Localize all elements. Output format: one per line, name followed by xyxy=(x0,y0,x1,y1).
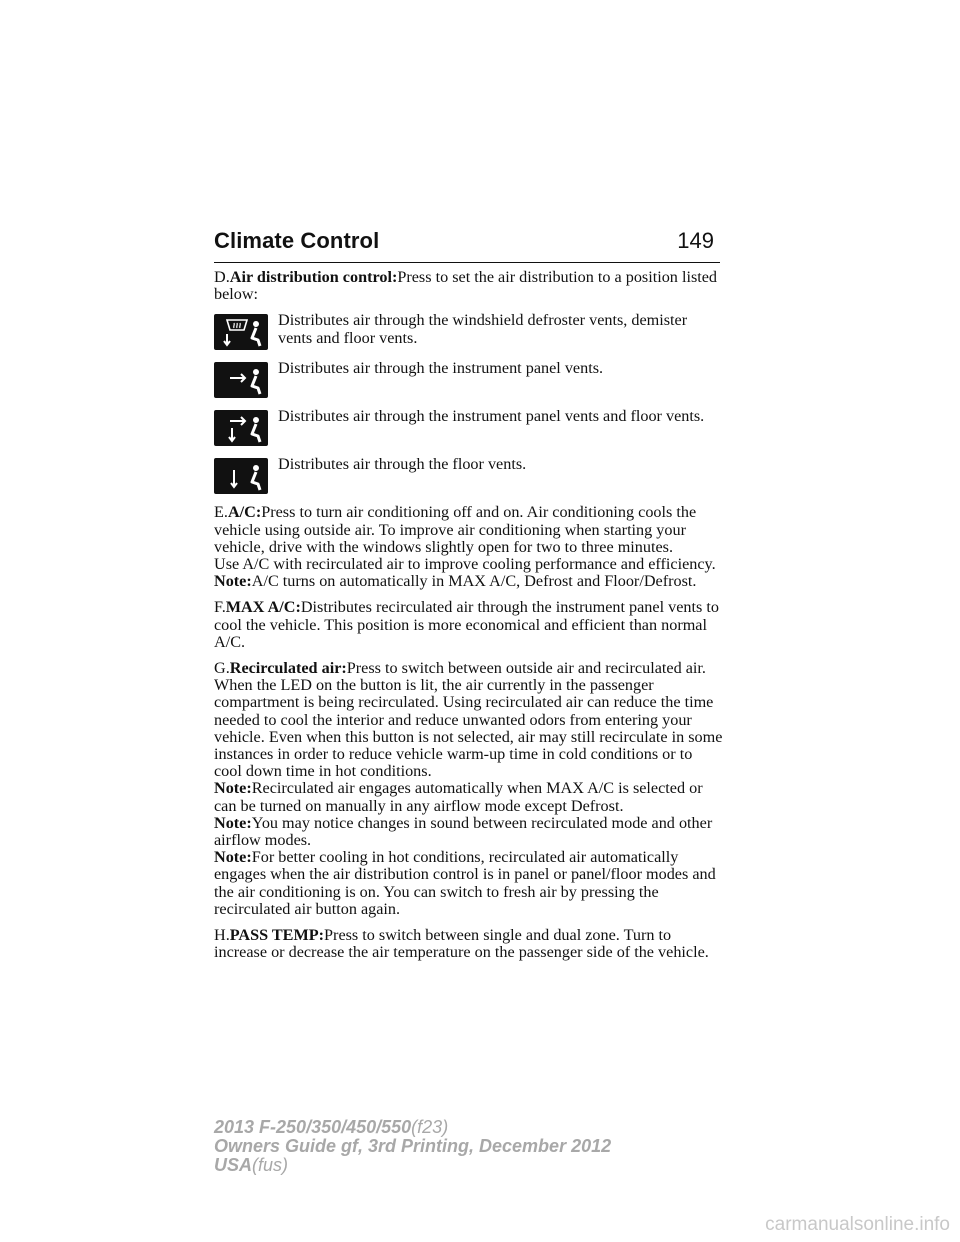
footer-region-code: (fus) xyxy=(252,1155,289,1175)
mode-panel-floor xyxy=(214,408,724,446)
section-e-label: A/C: xyxy=(227,503,262,522)
section-e-note xyxy=(214,573,724,590)
section-g-note-1 xyxy=(214,780,724,814)
section-d-intro xyxy=(214,269,724,303)
section-d-label: Air distribution control: xyxy=(229,268,398,286)
footer-region: USA xyxy=(214,1155,253,1175)
page-header xyxy=(214,228,720,262)
mode-floor-text: Distributes air through the floor vents. xyxy=(278,455,527,474)
note-label: Note: xyxy=(214,848,252,867)
section-g-label: Recirculated air: xyxy=(229,659,347,678)
section-d-letter: D. xyxy=(214,268,230,286)
section-e-note-text: A/C turns on automatically in MAX A/C, Defrost and Floor/Defrost. xyxy=(251,572,697,591)
section-g-letter: G. xyxy=(214,659,230,678)
mode-windshield-floor-text: Distributes air through the windshield defroster vents, demister vents and floor vents. xyxy=(278,311,688,347)
mode-floor xyxy=(214,456,724,494)
section-h-label: PASS TEMP: xyxy=(229,926,325,945)
footer-line-1 xyxy=(214,1118,611,1137)
section-f-label: MAX A/C: xyxy=(225,598,301,617)
watermark: carmanualsonline.info xyxy=(765,1214,950,1235)
note-label: Note: xyxy=(214,572,252,591)
section-h-text: Press to switch between single and dual zone. Turn to increase or decrease the air temperature on the passenger side of the vehicle. xyxy=(214,926,709,962)
section-e-letter: E. xyxy=(214,503,228,522)
section-g-text: Press to switch between outside air and recirculated air. When the LED on the button is lit, the air currently in the passenger compartment is being recirculated. Using recirculated air can reduce the time needed to cool the interior and reduce unwanted odors from entering your vehicle. Even when this button is not selected, air may still recirculate in some instances in order to reduce vehicle warm-up time in cold conditions or to cool down time in hot conditions. xyxy=(214,659,723,781)
section-d-text: Press to set the air distribution to a position listed below: xyxy=(214,268,718,304)
section-g xyxy=(214,660,724,780)
note-text: For better cooling in hot conditions, recirculated air automatically engages when the air distribution control is in panel or panel/floor modes and the air conditioning is on. You can switch to fresh air by pressing the recirculated air button again. xyxy=(214,848,716,918)
section-f xyxy=(214,599,724,651)
note-label: Note: xyxy=(214,779,252,798)
note-text: Recirculated air engages automatically when MAX A/C is selected or can be turned on manually in any airflow mode except Defrost. xyxy=(214,779,703,815)
mode-panel-floor-text: Distributes air through the instrument panel vents and floor vents. xyxy=(278,407,705,426)
note-text: You may notice changes in sound between recirculated mode and other airflow modes. xyxy=(214,813,713,850)
footer-model: 2013 F-250/350/450/550 xyxy=(214,1117,412,1137)
section-g-note-2 xyxy=(214,815,724,849)
panel-floor-vent-icon xyxy=(214,410,268,446)
note-label: Note: xyxy=(214,813,252,832)
section-e xyxy=(214,504,724,556)
footer-model-code: (f23) xyxy=(411,1117,449,1137)
footer-line-3 xyxy=(214,1156,611,1175)
page-body xyxy=(214,269,724,970)
section-h xyxy=(214,927,724,961)
section-f-text: Distributes recirculated air through the instrument panel vents to cool the vehicle. This position is more economical and efficient than normal A/C. xyxy=(214,598,719,651)
floor-vent-icon xyxy=(214,458,268,494)
section-e-text: Press to turn air conditioning off and on. Air conditioning cools the vehicle using outside air. To improve air conditioning when starting your vehicle, drive with the windows slightly open for two to three minutes. xyxy=(214,503,697,556)
footer-line-2: Owners Guide gf, 3rd Printing, December 2012 xyxy=(214,1136,612,1156)
section-e-text2: Use A/C with recirculated air to improve cooling performance and efficiency. xyxy=(214,555,716,574)
document-footer xyxy=(214,1118,611,1175)
mode-windshield-floor xyxy=(214,312,724,350)
panel-vent-icon xyxy=(214,362,268,398)
section-h-letter: H. xyxy=(214,926,230,945)
mode-panel-text: Distributes air through the instrument panel vents. xyxy=(278,359,604,378)
section-f-letter: F. xyxy=(214,598,226,617)
windshield-floor-icon xyxy=(214,314,268,350)
mode-panel xyxy=(214,360,724,398)
section-title: Climate Control xyxy=(214,228,380,253)
section-g-note-3 xyxy=(214,849,724,918)
page-number: 149 xyxy=(677,228,714,253)
header-divider xyxy=(214,262,720,263)
